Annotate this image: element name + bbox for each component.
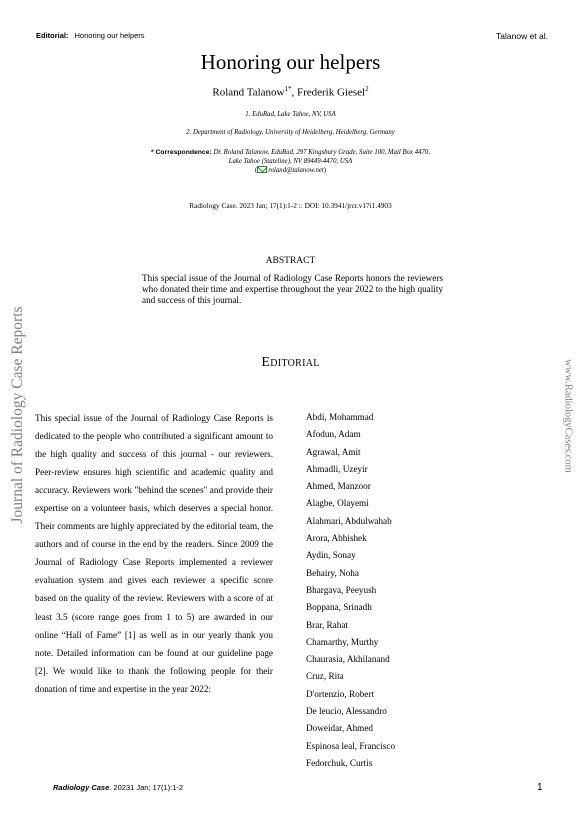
author-line [0, 85, 581, 99]
reviewer-name: Afodun, Adam [306, 429, 361, 440]
abstract-text: This special issue of the Journal of Radiology Case Reports honors the reviewers who donated their time and expertise throughout the year 2022 to the high quality and success of this journal. [142, 273, 443, 305]
correspondence-label: * Correspondence: [150, 149, 212, 156]
author-giesel: Frederik Giesel [296, 86, 366, 99]
reviewer-name: Chaurasia, Akhilanand [306, 654, 390, 665]
correspondence-address-line2: Lake Tahoe (Stateline), NV 89449-4470, USA [228, 157, 353, 165]
affiliation-1: 1. EduRad, Lake Tahoe, NV, USA [245, 111, 336, 118]
envelope-icon [257, 166, 267, 173]
running-header-authors: Talanow et al. [496, 31, 548, 41]
editorial-heading: Editorial [261, 355, 320, 370]
footer-citation-text: . 20231 Jan; 17(1):1-2 [109, 783, 184, 792]
reviewer-name: Boppana, Srinadh [306, 602, 372, 613]
running-header-title: Honoring our helpers [74, 31, 145, 40]
reviewer-name: Arora, Abhishek [306, 533, 367, 544]
correspondence-email[interactable]: roland@talanow.net [268, 167, 324, 175]
reviewer-name: Alagbe, Olayemi [306, 498, 369, 509]
footer-citation [53, 783, 183, 792]
author-talanow: Roland Talanow [212, 86, 285, 99]
citation-line: Radiology Case. 2023 Jan; 17(1):1-2 :: DOI: 10.3941/jrcr.v17i1.4903 [189, 201, 392, 210]
reviewer-name: Chamarthy, Murthy [306, 636, 379, 647]
reviewer-name: Fedorchuk, Curtis [306, 757, 373, 768]
footer-journal-name: Radiology Case [53, 783, 110, 792]
editorial-body: This special issue of the Journal of Radiology Case Reports is dedicated to the people who contributed a significant amount to the high quality and success of this journal - our reviewers. Peer-review ensures high scientific and academic quality and accuracy. Reviewers work "behind the scenes" and provide their expertise on a volunteer basis, which deserves a special honor. Their comments are highly appreciated by the editorial team, the authors and of course in the end by the readers. Since 2009 the Journal of Radiology Case Reports implemented a reviewer evaluation system and gives each reviewer a specific score based on the quality of the review. Reviewers with a score of at least 3.5 (score range goes from 1 to 5) are awarded in our online “Hall of Fame” [1] as well as in our yearly thank you note. Detailed information can be found at our guideline page [2]. We would like to thank the following people for their donation of time and expertise in the year 2022: [35, 413, 273, 694]
reviewer-name: Abdi, Mohammad [306, 412, 374, 422]
website-sidebar-text: www.RadiologyCases.com [562, 359, 574, 473]
author-giesel-affiliation: 2 [365, 85, 369, 93]
reviewer-name: Ahmadli, Uzeyir [306, 463, 368, 474]
abstract-heading: ABSTRACT [265, 256, 316, 266]
journal-sidebar-text: Journal of Radiology Case Reports [9, 306, 26, 524]
reviewer-name: Cruz, Rita [306, 671, 344, 682]
reviewer-name: Doweidar, Ahmed [306, 723, 373, 734]
running-header-section: Editorial: [36, 31, 69, 40]
reviewer-list [306, 409, 395, 772]
reviewer-name: Brar, Rahat [306, 619, 348, 630]
reviewer-name: Aydin, Sonay [306, 550, 356, 561]
page-number: 1 [537, 782, 543, 793]
author-separator: , [291, 86, 297, 99]
reviewer-name: Espinosa leal, Francisco [306, 740, 396, 751]
reviewer-name: Behairy, Noha [306, 567, 359, 578]
article-title: Honoring our helpers [200, 50, 381, 74]
correspondence-block: * Correspondence: Dr. Roland Talanow, EduRad, 297 Kingsbury Grade, Suite 100, Mail Box 4470, Lake Tahoe (Stateline), NV 89449-4470, USA ( roland@talanow.net) [150, 149, 431, 175]
affiliation-2: 2. Department of Radiology, University of Heidelberg, Heidelberg, Germany [186, 129, 395, 136]
reviewer-name: Agrawal, Amit [306, 446, 361, 457]
reviewer-name: D'ortenzio, Robert [306, 688, 374, 699]
reviewer-name: De leucio, Alessandro [306, 706, 387, 717]
running-header-left [36, 31, 145, 40]
reviewer-name: Alahmari, Abdulwahab [306, 515, 392, 526]
reviewer-name: Ahmed, Manzoor [306, 481, 371, 492]
correspondence-address-line1: Dr. Roland Talanow, EduRad, 297 Kingsbury Grade, Suite 100, Mail Box 4470, [213, 149, 431, 156]
reviewer-name: Bhargava, Peeyush [306, 584, 377, 595]
author-talanow-affiliation: 1* [284, 85, 292, 93]
